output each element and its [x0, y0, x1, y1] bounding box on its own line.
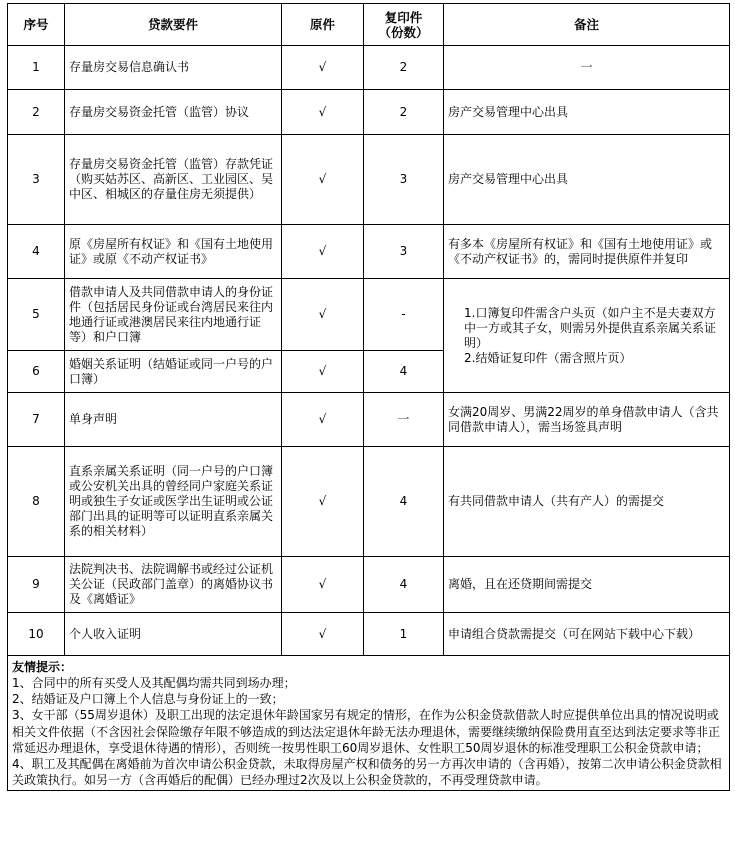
tip-item: 3、女干部（55周岁退休）及职工出现的法定退休年龄国家另有规定的情形，在作为公积金贷款借款人时应提供单位出具的情况说明或相关文件依据（不含因社会保险缴存年限不够造成的到达法定退休年龄无法办理退休，需要继续缴纳保险费用直至达到法定要求等非正常延迟办理退休，享受退休待遇的情形），否则统一按男性职工60周岁退休、女性职工50周岁退休的标准受理职工公积金贷款申请； [12, 708, 721, 755]
row-item: 存量房交易资金托管（监管）存款凭证 （购买姑苏区、高新区、工业园区、吴中区、相城区的存量住房无须提供） [65, 135, 282, 225]
row-copies: - [364, 279, 444, 351]
header-notes: 备注 [444, 4, 730, 46]
row-item: 原《房屋所有权证》和《国有土地使用证》或原《不动产权证书》 [65, 225, 282, 279]
table-row [8, 135, 730, 225]
row-original: √ [282, 135, 364, 225]
row-note: 离婚，且在还贷期间需提交 [444, 557, 730, 613]
tip-item: 1、合同中的所有买受人及其配偶均需共同到场办理； [12, 676, 296, 690]
row-note: 房产交易管理中心出具 [444, 90, 730, 135]
row-original: √ [282, 393, 364, 447]
row-copies: 3 [364, 225, 444, 279]
row-item: 单身声明 [65, 393, 282, 447]
header-seq: 序号 [8, 4, 65, 46]
header-copies-line2: （份数） [378, 24, 429, 40]
table-row [8, 447, 730, 557]
row-copies: 2 [364, 46, 444, 90]
merged-note-5-6 [444, 279, 730, 393]
row-seq: 1 [8, 46, 65, 90]
row-copies: 1 [364, 613, 444, 656]
row-copies: 4 [364, 557, 444, 613]
row-original: √ [282, 613, 364, 656]
tips-title: 友情提示： [12, 660, 73, 674]
row-item: 直系亲属关系证明（同一户号的户口簿或公安机关出具的曾经同户家庭关系证明或独生子女证或医学出生证明或公证部门出具的证明等可以证明直系亲属关系的相关材料） [65, 447, 282, 557]
row-seq: 5 [8, 279, 65, 351]
row-seq: 6 [8, 351, 65, 393]
merged-note-line1: 1.口簿复印件需含户头页（如户主不是夫妻双方中一方或其子女，则需另外提供直系亲属关系证明） [464, 305, 717, 350]
row-seq: 3 [8, 135, 65, 225]
row-original: √ [282, 279, 364, 351]
tip-item: 4、职工及其配偶在离婚前为首次申请公积金贷款，未取得房屋产权和债务的另一方再次申请的（含再婚），按第二次申请公积金贷款相关政策执行。如另一方（含再婚后的配偶）已经办理过2次及以上公积金贷款的，不再受理贷款申请。 [12, 757, 722, 788]
header-item: 贷款要件 [65, 4, 282, 46]
row-copies: 4 [364, 351, 444, 393]
table-row [8, 613, 730, 656]
header-copies [364, 4, 444, 46]
row-seq: 9 [8, 557, 65, 613]
loan-requirements-table [7, 3, 730, 791]
row-note: 有多本《房屋所有权证》和《国有土地使用证》或《不动产权证书》的，需同时提供原件并复印 [444, 225, 730, 279]
row-item: 借款申请人及共同借款申请人的身份证件（包括居民身份证或台湾居民来往内地通行证或港澳居民来往内地通行证等）和户口簿 [65, 279, 282, 351]
row-copies: 一 [364, 393, 444, 447]
row-copies: 2 [364, 90, 444, 135]
row-note: 房产交易管理中心出具 [444, 135, 730, 225]
row-note: 女满20周岁、男满22周岁的单身借款申请人（含共同借款申请人），需当场签具声明 [444, 393, 730, 447]
row-item: 存量房交易信息确认书 [65, 46, 282, 90]
table-header-row [8, 4, 730, 46]
table-row [8, 557, 730, 613]
row-seq: 7 [8, 393, 65, 447]
row-item: 存量房交易资金托管（监管）协议 [65, 90, 282, 135]
row-original: √ [282, 351, 364, 393]
row-original: √ [282, 90, 364, 135]
row-note: 一 [444, 46, 730, 90]
header-copies-line1: 复印件 [384, 9, 423, 25]
row-original: √ [282, 225, 364, 279]
row-item: 婚姻关系证明（结婚证或同一户号的户口簿） [65, 351, 282, 393]
table-row [8, 279, 730, 351]
row-copies: 3 [364, 135, 444, 225]
header-original: 原件 [282, 4, 364, 46]
table-row [8, 90, 730, 135]
table-row [8, 225, 730, 279]
tip-item: 2、结婚证及户口簿上个人信息与身份证上的一致； [12, 692, 284, 707]
row-seq: 2 [8, 90, 65, 135]
table-row [8, 46, 730, 90]
row-original: √ [282, 557, 364, 613]
row-original: √ [282, 447, 364, 557]
row-seq: 4 [8, 225, 65, 279]
tips-row [8, 656, 730, 791]
merged-note-line2: 2.结婚证复印件（需含照片页） [464, 350, 632, 365]
tips-section [8, 656, 730, 791]
row-item: 法院判决书、法院调解书或经过公证机关公证（民政部门盖章）的离婚协议书及《离婚证》 [65, 557, 282, 613]
row-seq: 8 [8, 447, 65, 557]
row-note: 申请组合贷款需提交（可在网站下载中心下载） [444, 613, 730, 656]
row-original: √ [282, 46, 364, 90]
table-row [8, 393, 730, 447]
row-item: 个人收入证明 [65, 613, 282, 656]
row-copies: 4 [364, 447, 444, 557]
row-note: 有共同借款申请人（共有产人）的需提交 [444, 447, 730, 557]
row-seq: 10 [8, 613, 65, 656]
